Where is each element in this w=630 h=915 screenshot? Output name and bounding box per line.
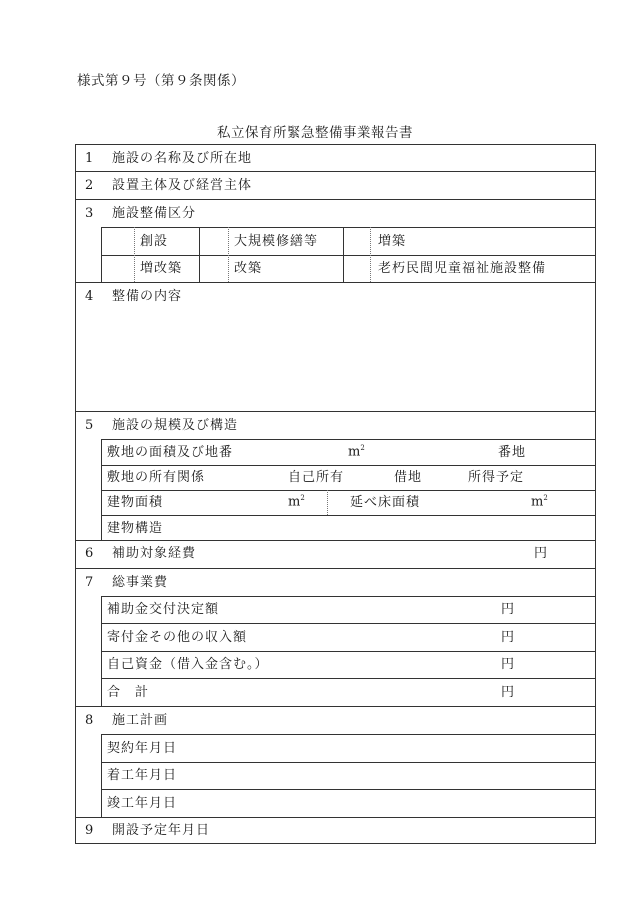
yen-unit: 円 xyxy=(501,630,515,645)
column-divider xyxy=(199,227,200,282)
row-divider xyxy=(76,706,595,707)
option-own[interactable]: 自己所有 xyxy=(288,470,345,485)
section-label: 施設の名称及び所在地 xyxy=(112,151,253,166)
row-divider xyxy=(101,651,595,652)
section-label: 補助対象経費 xyxy=(112,546,197,561)
column-divider xyxy=(327,490,328,515)
row-divider xyxy=(101,623,595,624)
option-lease[interactable]: 借地 xyxy=(394,470,423,485)
form-number: 様式第９号（第９条関係） xyxy=(77,73,245,89)
row-divider xyxy=(76,540,595,541)
row-divider xyxy=(76,199,595,200)
row-divider xyxy=(76,282,595,283)
option-planned[interactable]: 所得予定 xyxy=(468,470,525,485)
row-divider xyxy=(76,568,595,569)
completion-date-label: 竣工年月日 xyxy=(107,796,178,811)
yen-unit: 円 xyxy=(501,602,515,617)
column-divider xyxy=(343,227,344,282)
section-number: 3 xyxy=(85,206,94,221)
indent-border xyxy=(101,227,102,282)
section-label: 整備の内容 xyxy=(112,289,183,304)
row-divider xyxy=(101,255,595,256)
square-meter-unit: $m^2$ xyxy=(348,444,365,460)
contract-date-label: 契約年月日 xyxy=(107,741,178,756)
lot-number-label: 番地 xyxy=(498,445,527,460)
total-label: 合 計 xyxy=(107,685,150,700)
section-label: 施設の規模及び構造 xyxy=(112,418,239,433)
yen-unit: 円 xyxy=(534,546,548,561)
start-date-label: 着工年月日 xyxy=(107,768,178,783)
option-major-repair[interactable]: 大規模修繕等 xyxy=(234,234,319,249)
row-divider xyxy=(101,596,595,597)
row-divider xyxy=(101,465,595,466)
square-meter-unit: $m^2$ xyxy=(531,494,548,510)
row-divider xyxy=(76,411,595,412)
own-funds-label: 自己資金（借入金含む。） xyxy=(107,657,269,672)
section-label: 総事業費 xyxy=(112,575,169,590)
report-form xyxy=(75,144,596,844)
option-extension[interactable]: 増築 xyxy=(378,234,407,249)
section-label: 開設予定年月日 xyxy=(112,823,211,838)
row-divider xyxy=(101,762,595,763)
document-title: 私立保育所緊急整備事業報告書 xyxy=(217,125,413,141)
site-ownership-label: 敷地の所有関係 xyxy=(107,470,206,485)
row-divider xyxy=(101,734,595,735)
checkbox-divider xyxy=(228,227,229,282)
section-label: 施設整備区分 xyxy=(112,206,197,221)
row-divider xyxy=(101,789,595,790)
row-divider xyxy=(76,817,595,818)
section-number: 2 xyxy=(85,178,94,193)
row-divider xyxy=(101,678,595,679)
row-divider xyxy=(101,227,595,228)
section-number: 1 xyxy=(85,151,94,166)
site-area-label: 敷地の面積及び地番 xyxy=(107,445,234,460)
section-number: 6 xyxy=(85,546,94,561)
yen-unit: 円 xyxy=(501,685,515,700)
row-divider xyxy=(76,171,595,172)
row-divider xyxy=(101,515,595,516)
checkbox-divider xyxy=(134,227,135,282)
section-number: 7 xyxy=(85,575,94,590)
section-label: 設置主体及び経営主体 xyxy=(112,178,253,193)
section-label: 施工計画 xyxy=(112,713,169,728)
option-rebuild[interactable]: 改築 xyxy=(234,261,263,276)
option-extension-renovation[interactable]: 増改築 xyxy=(140,261,183,276)
row-divider xyxy=(101,490,595,491)
section-number: 5 xyxy=(85,418,94,433)
row-divider xyxy=(101,439,595,440)
option-new-construction[interactable]: 創設 xyxy=(140,234,169,249)
building-structure-label: 建物構造 xyxy=(107,521,164,536)
donation-income-label: 寄付金その他の収入額 xyxy=(107,630,248,645)
section-number: 4 xyxy=(85,289,94,304)
floor-area-label: 延べ床面積 xyxy=(350,495,421,510)
indent-border xyxy=(101,734,102,817)
option-aging-facility[interactable]: 老朽民間児童福祉施設整備 xyxy=(378,261,547,276)
building-area-label: 建物面積 xyxy=(107,495,164,510)
section-number: 8 xyxy=(85,713,94,728)
checkbox-divider xyxy=(370,227,371,282)
subsidy-amount-label: 補助金交付決定額 xyxy=(107,602,220,617)
section-number: 9 xyxy=(85,823,94,838)
square-meter-unit: $m^2$ xyxy=(288,494,305,510)
yen-unit: 円 xyxy=(501,657,515,672)
